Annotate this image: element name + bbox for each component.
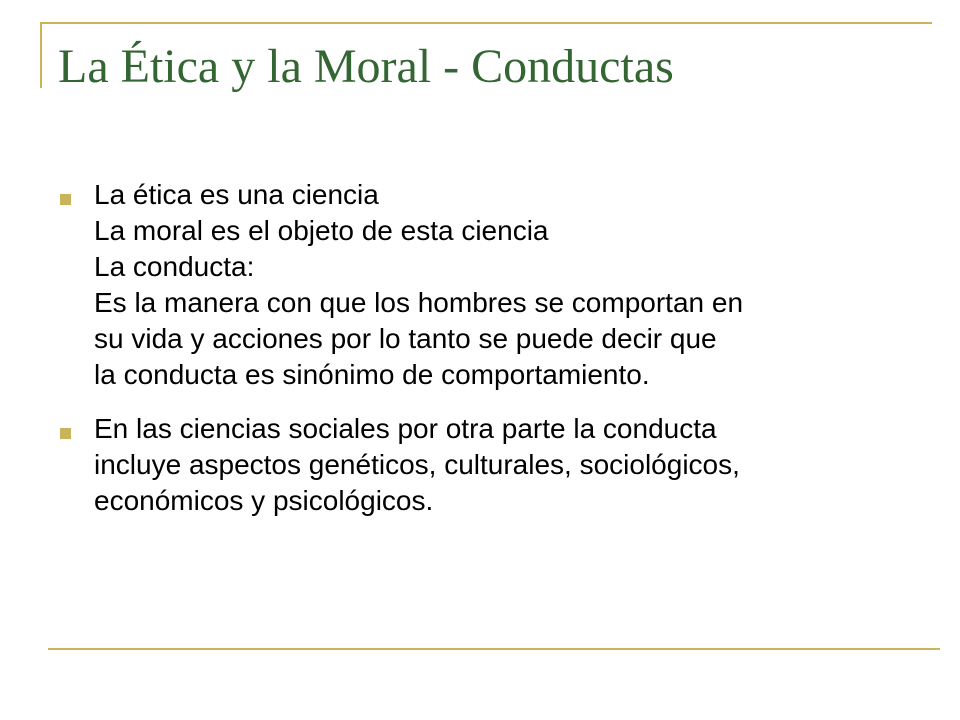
bullet-line: su vida y acciones por lo tanto se puede decir que [94, 323, 717, 354]
bullet-line: En las ciencias sociales por otra parte la conducta [94, 413, 717, 444]
bullet-item [58, 177, 908, 393]
bullet-line: incluye aspectos genéticos, culturales, sociológicos, [94, 449, 740, 480]
bullet-line: Es la manera con que los hombres se comportan en [94, 287, 744, 318]
bullet-line: La ética es una ciencia [94, 179, 379, 210]
bullet-list [58, 177, 908, 537]
bullet-line: económicos y psicológicos. [94, 485, 434, 516]
bullet-line: La moral es el objeto de esta ciencia [94, 215, 549, 246]
bottom-divider [48, 648, 940, 650]
top-divider [40, 22, 932, 24]
square-bullet-icon [60, 428, 71, 439]
bullet-line: La conducta: [94, 251, 255, 282]
bullet-line: la conducta es sinónimo de comportamiento. [94, 359, 650, 390]
square-bullet-icon [60, 194, 71, 205]
left-divider [40, 22, 42, 88]
bullet-item [58, 411, 908, 519]
slide-title: La Ética y la Moral - Conductas [58, 40, 674, 93]
